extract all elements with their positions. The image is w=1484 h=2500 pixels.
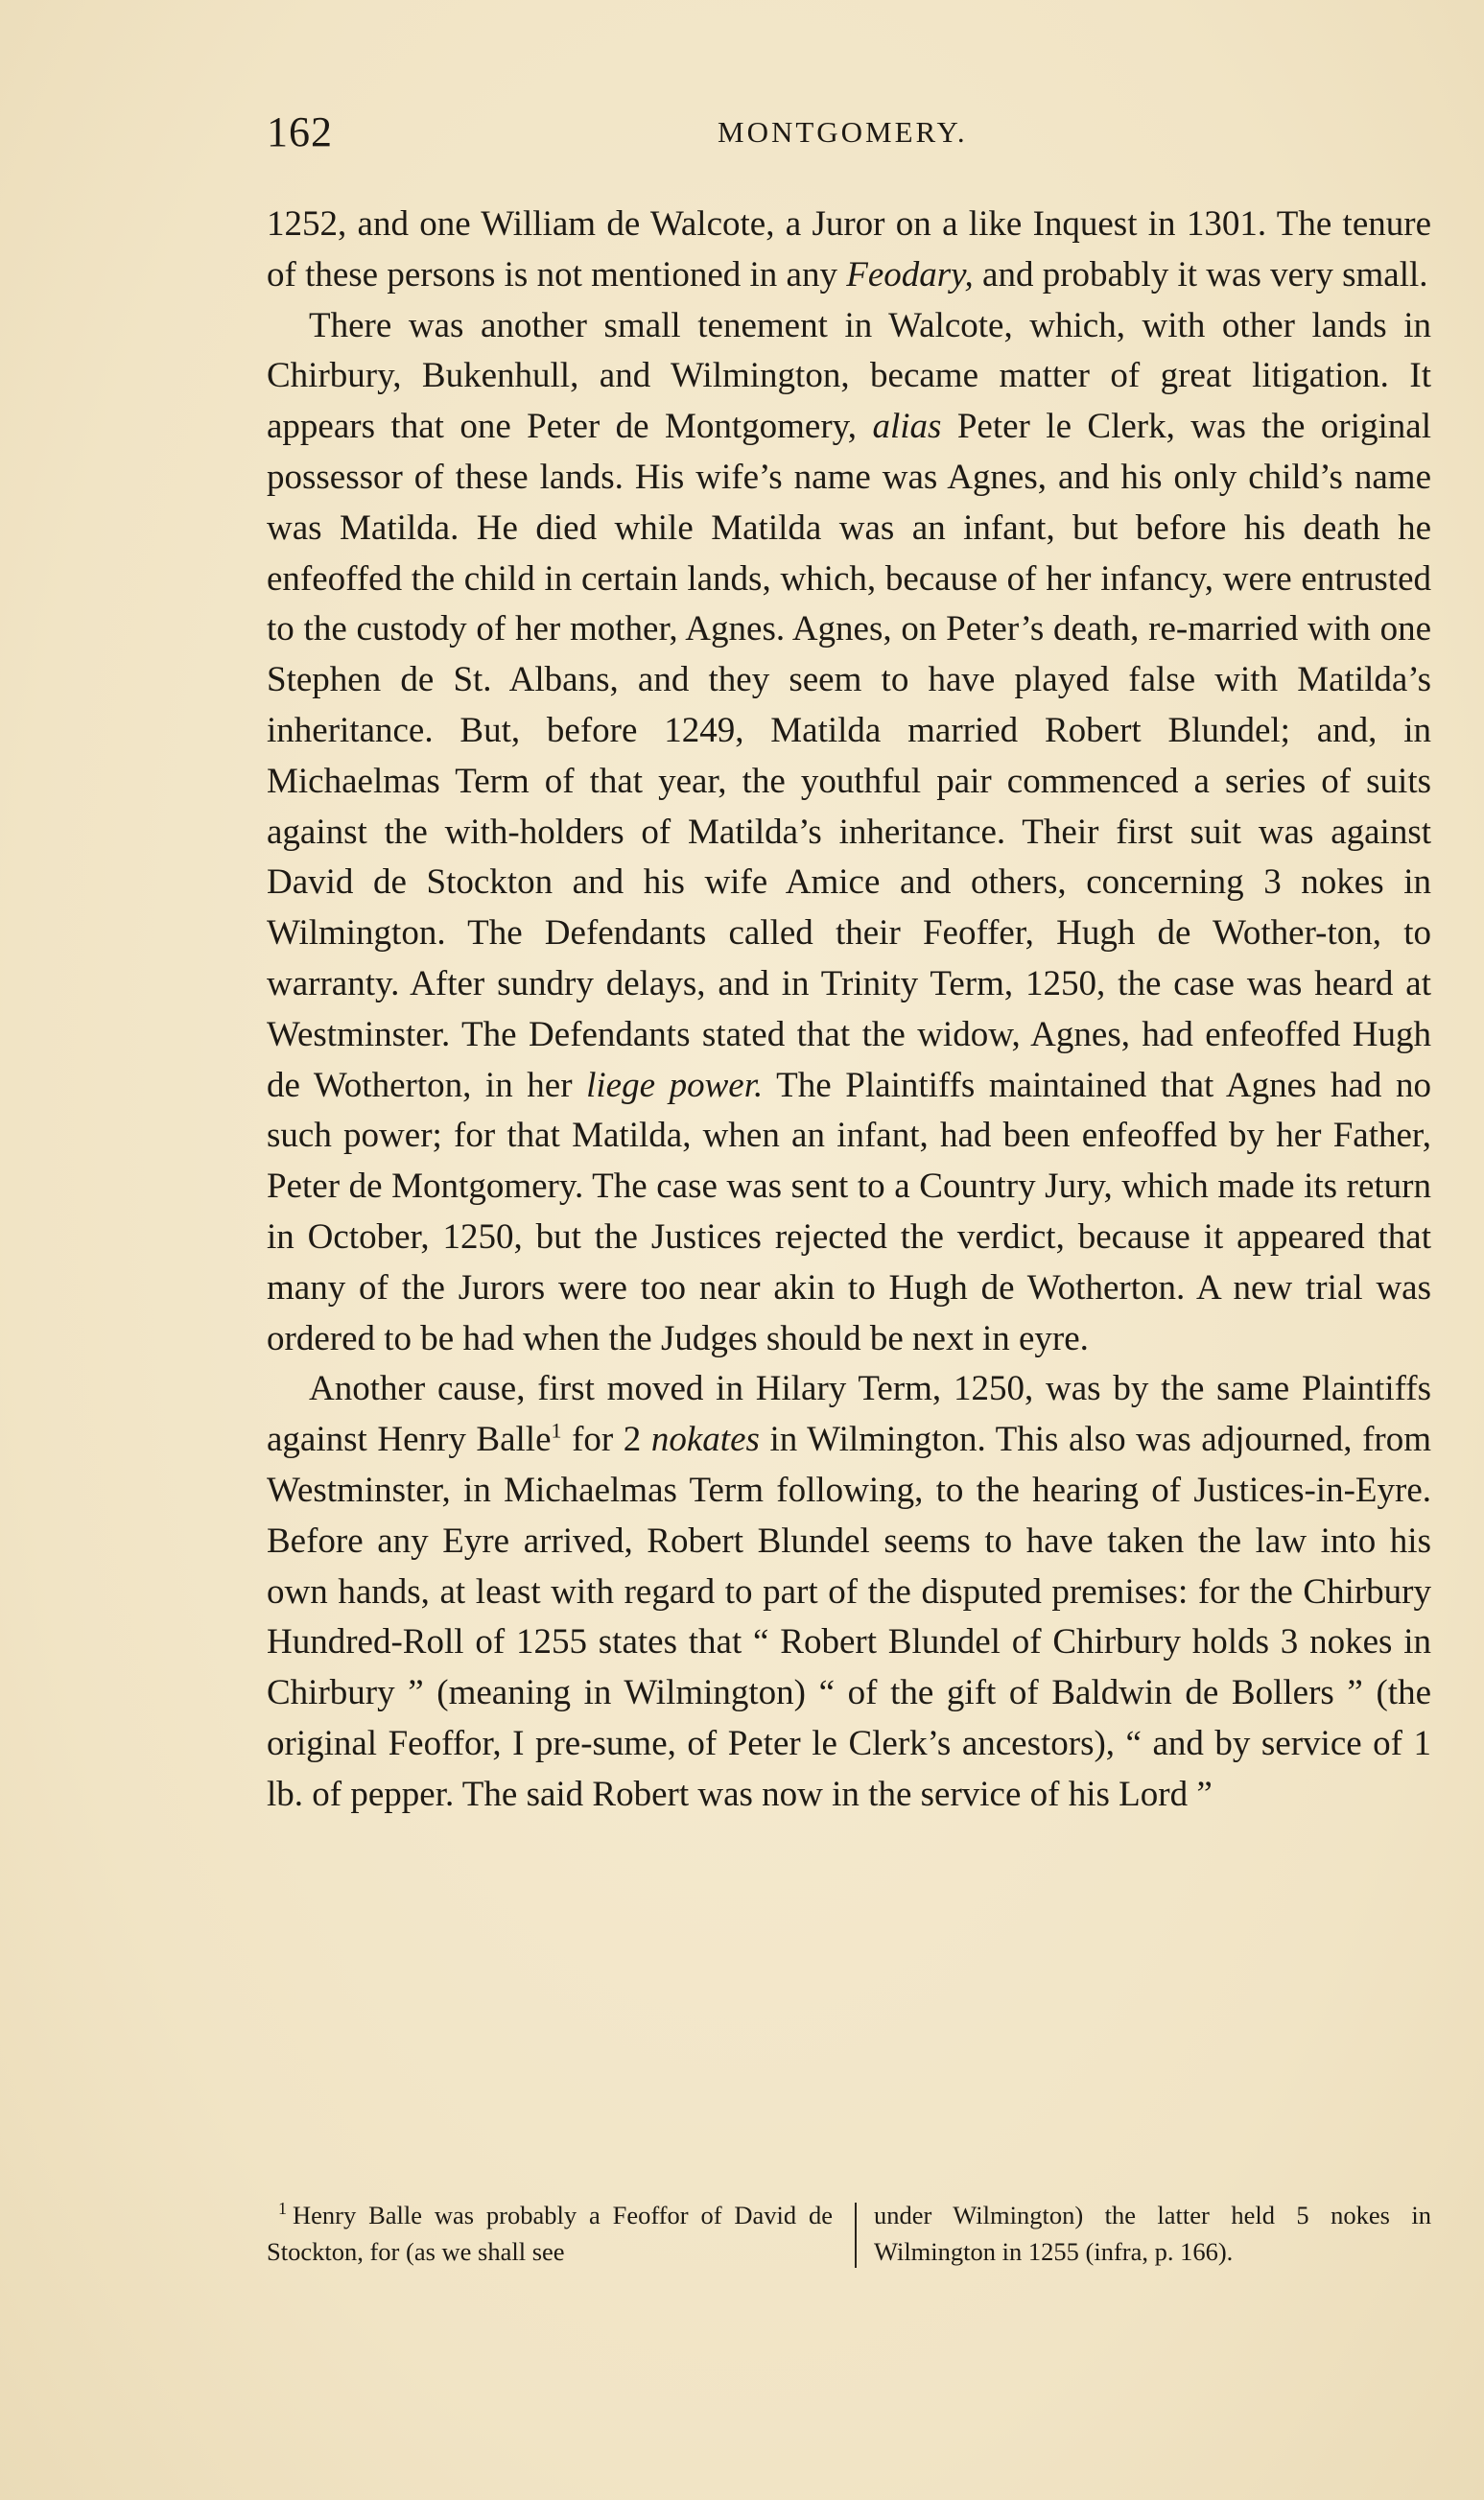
body-text	[267, 200, 1431, 1821]
paragraph-2-italic-liege-power: liege power.	[586, 1065, 764, 1105]
footnote-marker: 1	[278, 2199, 287, 2219]
running-head: MONTGOMERY.	[718, 115, 968, 149]
footnote-right-text: under Wilmington) the latter held 5 nokes in Wilmington in 1255 (infra, p. 166).	[874, 2201, 1431, 2266]
footnote-reference[interactable]: 1	[551, 1418, 562, 1443]
paragraph-3-text-c: in Wilmington. This also was adjourned, from Westminster, in Michaelmas Term following, to the hearing of Justices-in-Eyre. Before any Eyre arrived, Robert Blundel seems to have taken the law into his own hands, at least with regard to part of the disputed premises: for the Chirbury Hundred-Roll of 1255 states that “ Robert Blundel of Chirbury holds 3 nokes in Chirbury ” (meaning in Wilmington) “ of the gift of Baldwin de Bollers ” (the original Feoffor, I pre-sume, of Peter le Clerk’s ancestors), “ and by service of 1 lb. of pepper. The said Robert was now in the service of his Lord ”	[267, 1420, 1431, 1814]
footnote-right-column	[874, 2197, 1431, 2270]
footnote-left-text: Henry Balle was probably a Feoffor of David de Stockton, for (as we shall see	[267, 2201, 833, 2266]
paragraph-2	[267, 301, 1431, 1365]
footnote-left-column	[267, 2197, 833, 2270]
paragraph-1	[267, 200, 1431, 301]
paragraph-3-italic-nokates: nokates	[650, 1420, 760, 1460]
paragraph-2-text-b: Peter le Clerk, was the original possessor of these lands. His wife’s name was Agnes, and his only child’s name was Matilda. He died while Matilda was an infant, but before his death he enfeoffed the child in certain lands, which, because of her infancy, were entrusted to the custody of her mother, Agnes. Agnes, on Peter’s death, re-married with one Stephen de St. Albans, and they seem to have played false with Matilda’s inheritance. But, before 1249, Matilda married Robert Blundel; and, in Michaelmas Term of that year, the youthful pair commenced a series of suits against the with-holders of Matilda’s inheritance. Their first suit was against David de Stockton and his wife Amice and others, concerning 3 nokes in Wilmington. The Defendants called their Feoffer, Hugh de Wother-ton, to warranty. After sundry delays, and in Trinity Term, 1250, the case was heard at Westminster. The Defendants stated that the widow, Agnes, had enfeoffed Hugh de Wotherton, in her	[267, 407, 1431, 1105]
paragraph-1-text-b: and probably it was very small.	[973, 254, 1428, 295]
paragraph-3-text-a: Another cause, first moved in Hilary Term, 1250, was by the same Plaintiffs against Henry Balle	[267, 1369, 1431, 1460]
paragraph-3	[267, 1364, 1431, 1820]
footnote-column-divider	[855, 2203, 857, 2268]
paragraph-1-italic-feodary: Feodary,	[846, 254, 974, 295]
paragraph-1-text-a: 1252, and one William de Walcote, a Juror on a like Inquest in 1301. The tenure of these persons is not mentioned in any	[267, 204, 1431, 295]
paragraph-2-text-a: There was another small tenement in Walcote, which, with other lands in Chirbury, Bukenhull, and Wilmington, became matter of great litigation. It appears that one Peter de Montgomery,	[267, 305, 1431, 447]
page-header	[267, 107, 1431, 165]
paragraph-2-italic-alias: alias	[872, 407, 942, 447]
paragraph-2-text-c: The Plaintiffs maintained that Agnes had no such power; for that Matilda, when an infant, had been enfeoffed by her Father, Peter de Montgomery. The case was sent to a Country Jury, which made its return in October, 1250, but the Justices rejected the verdict, because it appeared that many of the Jurors were too near akin to Hugh de Wotherton. A new trial was ordered to be had when the Judges should be next in eyre.	[267, 1065, 1431, 1358]
page-number: 162	[267, 108, 333, 155]
footnotes	[267, 2197, 1431, 2274]
paragraph-3-text-b: for 2	[561, 1420, 651, 1460]
